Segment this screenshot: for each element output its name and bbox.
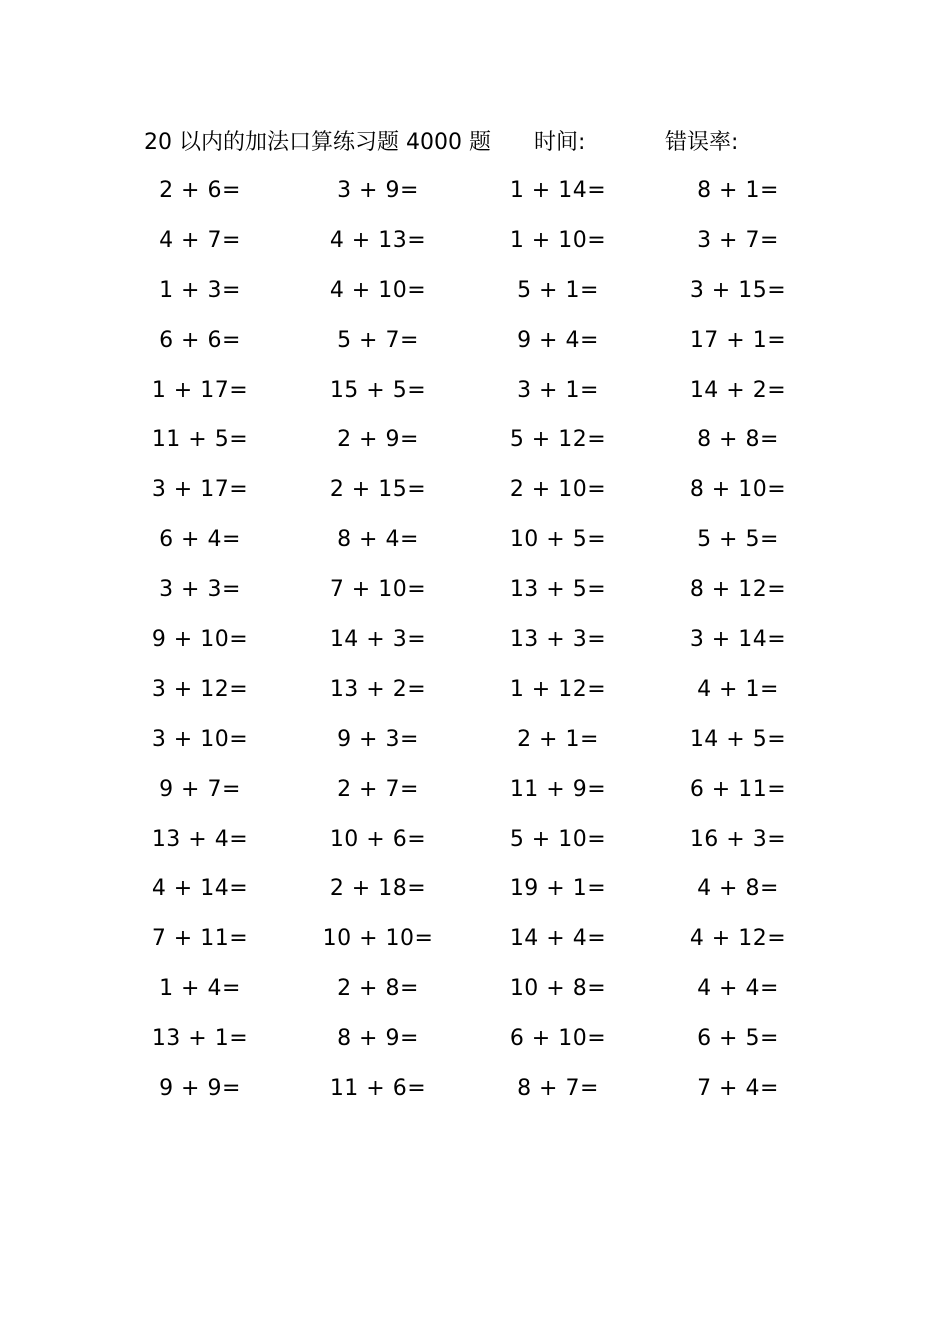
addition-problem: 5 + 7= xyxy=(337,327,419,353)
addition-problem: 3 + 1= xyxy=(517,377,599,403)
addition-problem: 3 + 12= xyxy=(151,676,249,702)
addition-problem: 4 + 13= xyxy=(329,227,427,253)
problem-row xyxy=(110,225,830,275)
addition-problem: 16 + 3= xyxy=(689,826,787,852)
addition-problem: 5 + 12= xyxy=(509,427,607,453)
addition-problem: 10 + 10= xyxy=(322,926,434,952)
addition-problem: 10 + 8= xyxy=(509,976,607,1002)
addition-problem: 2 + 6= xyxy=(159,178,241,203)
worksheet-title: 20 以内的加法口算练习题 4000 题 xyxy=(144,130,491,155)
addition-problem: 1 + 10= xyxy=(509,227,607,253)
addition-problem: 4 + 1= xyxy=(697,676,779,702)
addition-problem: 1 + 4= xyxy=(159,976,241,1002)
addition-problem: 5 + 1= xyxy=(517,277,599,303)
addition-problem: 8 + 10= xyxy=(689,477,787,503)
problem-row xyxy=(110,824,830,874)
addition-problem: 6 + 6= xyxy=(159,327,241,353)
problem-row xyxy=(110,973,830,1023)
addition-problem: 13 + 2= xyxy=(329,676,427,702)
addition-problem: 9 + 10= xyxy=(151,627,249,653)
addition-problem: 14 + 4= xyxy=(509,926,607,952)
addition-problem: 4 + 8= xyxy=(697,876,779,902)
problem-grid xyxy=(110,175,830,1123)
worksheet-header xyxy=(144,126,784,160)
addition-problem: 2 + 10= xyxy=(509,477,607,503)
addition-problem: 6 + 5= xyxy=(697,1026,779,1052)
problem-row xyxy=(110,923,830,973)
addition-problem: 1 + 17= xyxy=(151,377,249,403)
addition-problem: 8 + 1= xyxy=(697,178,779,203)
problem-row xyxy=(110,724,830,774)
problem-row xyxy=(110,524,830,574)
addition-problem: 9 + 3= xyxy=(337,726,419,752)
addition-problem: 6 + 10= xyxy=(509,1026,607,1052)
problem-row xyxy=(110,774,830,824)
addition-problem: 15 + 5= xyxy=(329,377,427,403)
addition-problem: 4 + 10= xyxy=(329,277,427,303)
addition-problem: 2 + 15= xyxy=(329,477,427,503)
addition-problem: 11 + 5= xyxy=(151,427,249,453)
addition-problem: 11 + 6= xyxy=(329,1076,427,1102)
addition-problem: 3 + 10= xyxy=(151,726,249,752)
addition-problem: 13 + 3= xyxy=(509,627,607,653)
addition-problem: 13 + 1= xyxy=(151,1026,249,1052)
addition-problem: 10 + 5= xyxy=(509,527,607,553)
addition-problem: 4 + 14= xyxy=(151,876,249,902)
addition-problem: 9 + 9= xyxy=(159,1076,241,1102)
time-label: 时间: xyxy=(534,130,586,155)
addition-problem: 6 + 4= xyxy=(159,527,241,553)
addition-problem: 1 + 12= xyxy=(509,676,607,702)
addition-problem: 6 + 11= xyxy=(689,776,787,802)
problem-row xyxy=(110,325,830,375)
problem-row xyxy=(110,424,830,474)
addition-problem: 3 + 3= xyxy=(159,577,241,603)
addition-problem: 8 + 8= xyxy=(697,427,779,453)
addition-problem: 9 + 4= xyxy=(517,327,599,353)
addition-problem: 3 + 9= xyxy=(337,178,419,203)
addition-problem: 8 + 12= xyxy=(689,577,787,603)
problem-row xyxy=(110,1023,830,1073)
addition-problem: 3 + 7= xyxy=(697,227,779,253)
addition-problem: 2 + 18= xyxy=(329,876,427,902)
addition-problem: 4 + 4= xyxy=(697,976,779,1002)
addition-problem: 4 + 7= xyxy=(159,227,241,253)
addition-problem: 1 + 14= xyxy=(509,178,607,203)
problem-row xyxy=(110,1073,830,1123)
addition-problem: 14 + 3= xyxy=(329,627,427,653)
addition-problem: 14 + 2= xyxy=(689,377,787,403)
addition-problem: 10 + 6= xyxy=(329,826,427,852)
addition-problem: 7 + 10= xyxy=(329,577,427,603)
addition-problem: 7 + 11= xyxy=(151,926,249,952)
addition-problem: 3 + 14= xyxy=(689,627,787,653)
problem-row xyxy=(110,375,830,425)
addition-problem: 11 + 9= xyxy=(509,776,607,802)
addition-problem: 17 + 1= xyxy=(689,327,787,353)
addition-problem: 19 + 1= xyxy=(509,876,607,902)
addition-problem: 1 + 3= xyxy=(159,277,241,303)
error-rate-label: 错误率: xyxy=(665,130,739,155)
addition-problem: 2 + 9= xyxy=(337,427,419,453)
addition-problem: 13 + 4= xyxy=(151,826,249,852)
problem-row xyxy=(110,624,830,674)
addition-problem: 2 + 7= xyxy=(337,776,419,802)
addition-problem: 14 + 5= xyxy=(689,726,787,752)
addition-problem: 4 + 12= xyxy=(689,926,787,952)
addition-problem: 5 + 10= xyxy=(509,826,607,852)
problem-row xyxy=(110,175,830,225)
addition-problem: 2 + 1= xyxy=(517,726,599,752)
problem-row xyxy=(110,674,830,724)
addition-problem: 3 + 17= xyxy=(151,477,249,503)
addition-problem: 13 + 5= xyxy=(509,577,607,603)
problem-row xyxy=(110,275,830,325)
addition-problem: 3 + 15= xyxy=(689,277,787,303)
addition-problem: 2 + 8= xyxy=(337,976,419,1002)
addition-problem: 8 + 9= xyxy=(337,1026,419,1052)
addition-problem: 9 + 7= xyxy=(159,776,241,802)
problem-row xyxy=(110,574,830,624)
problem-row xyxy=(110,873,830,923)
addition-problem: 8 + 4= xyxy=(337,527,419,553)
problem-row xyxy=(110,474,830,524)
addition-problem: 5 + 5= xyxy=(697,527,779,553)
addition-problem: 7 + 4= xyxy=(697,1076,779,1102)
addition-problem: 8 + 7= xyxy=(517,1076,599,1102)
